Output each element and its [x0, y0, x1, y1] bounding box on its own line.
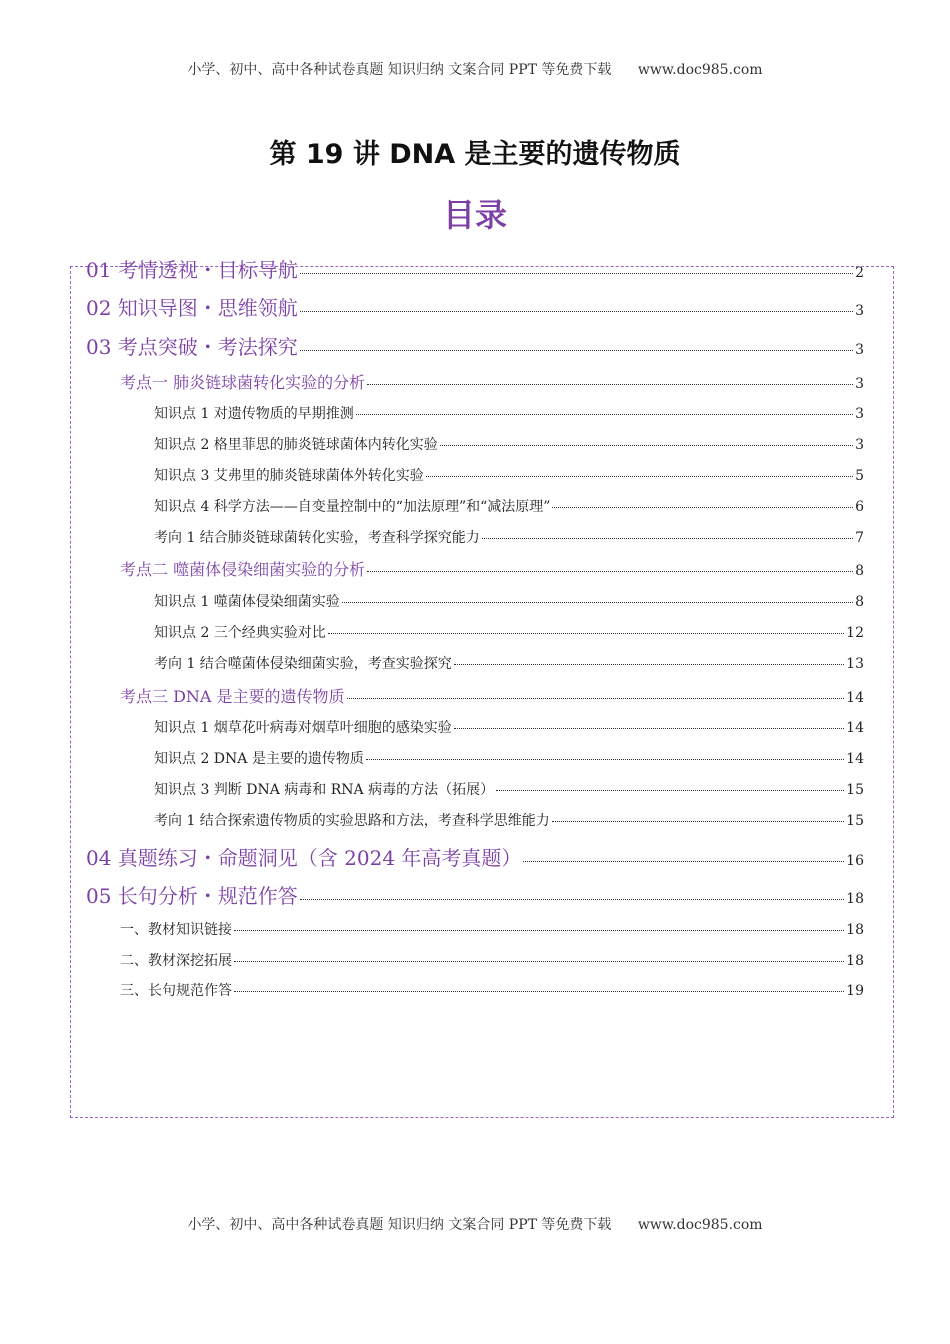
toc-dot-leader — [300, 273, 853, 274]
toc-entry-label: 考点三 DNA 是主要的遗传物质 — [120, 687, 345, 706]
toc-entry-label: 考向 1 结合肺炎链球菌转化实验，考查科学探究能力 — [154, 530, 480, 546]
header-url[interactable]: www.doc985.com — [637, 62, 763, 78]
footer-url[interactable]: www.doc985.com — [637, 1217, 763, 1233]
footer-text: 小学、初中、高中各种试卷真题 知识归纳 文案合同 PPT 等免费下载 — [187, 1217, 612, 1233]
toc-entry-page: 7 — [855, 530, 864, 546]
toc-entry-page: 6 — [855, 499, 864, 515]
toc-entry-label: 知识点 4 科学方法——自变量控制中的“加法原理”和“减法原理” — [154, 499, 551, 515]
toc-entry-page: 3 — [855, 376, 864, 392]
toc-entry-page: 14 — [846, 751, 864, 767]
toc-entry[interactable] — [154, 717, 864, 737]
toc-dot-leader — [356, 414, 853, 415]
toc-dot-leader — [523, 861, 844, 862]
toc-entry-page: 3 — [855, 437, 864, 453]
toc-entry[interactable] — [154, 622, 864, 642]
toc-entry-label: 03 考点突破・考法探究 — [86, 335, 298, 359]
toc-entry[interactable] — [86, 292, 864, 321]
toc-entry-label: 知识点 1 噬菌体侵染细菌实验 — [154, 594, 340, 610]
toc-entry[interactable] — [120, 919, 864, 939]
toc-entry[interactable] — [120, 684, 864, 707]
toc-entry[interactable] — [154, 748, 864, 768]
toc-entry[interactable] — [86, 331, 864, 360]
toc-entry-label: 知识点 3 判断 DNA 病毒和 RNA 病毒的方法（拓展） — [154, 782, 495, 798]
toc-entry-label: 知识点 2 DNA 是主要的遗传物质 — [154, 751, 364, 767]
toc-entry[interactable] — [154, 779, 864, 799]
toc-entry-page: 3 — [855, 342, 864, 358]
toc-entry[interactable] — [154, 527, 864, 547]
toc-entry[interactable] — [86, 254, 864, 283]
toc-entry-page: 13 — [846, 656, 864, 672]
toc-entry-label: 知识点 1 对遗传物质的早期推测 — [154, 406, 354, 422]
toc-entry-page: 12 — [846, 625, 864, 641]
toc-dot-leader — [482, 538, 853, 539]
toc-entry-page: 15 — [846, 813, 864, 829]
toc-entry-page: 14 — [846, 690, 864, 706]
toc-entry[interactable] — [120, 370, 864, 393]
toc-entry-label: 二、教材深挖拓展 — [120, 953, 232, 969]
toc-entry-page: 18 — [846, 891, 864, 907]
toc-entry-label: 01 考情透视・目标导航 — [86, 258, 298, 282]
toc-entry[interactable] — [154, 403, 864, 423]
toc-entry-label: 三、长句规范作答 — [120, 983, 232, 999]
toc-dot-leader — [454, 664, 844, 665]
toc-entry-page: 16 — [846, 853, 864, 869]
toc-dot-leader — [440, 445, 853, 446]
toc-entry[interactable] — [154, 810, 864, 830]
toc-dot-leader — [347, 698, 845, 699]
toc-entry-page: 14 — [846, 720, 864, 736]
toc-entry-label: 04 真题练习・命题洞见（含 2024 年高考真题） — [86, 846, 522, 870]
toc-dot-leader — [234, 961, 844, 962]
toc-entry-label: 考向 1 结合探索遗传物质的实验思路和方法，考查科学思维能力 — [154, 813, 550, 829]
toc-entry[interactable] — [154, 496, 864, 516]
toc-dot-leader — [300, 350, 853, 351]
toc-entry-label: 知识点 3 艾弗里的肺炎链球菌体外转化实验 — [154, 468, 424, 484]
toc-entry-page: 15 — [846, 782, 864, 798]
header-text: 小学、初中、高中各种试卷真题 知识归纳 文案合同 PPT 等免费下载 — [187, 62, 612, 78]
toc-dot-leader — [234, 991, 844, 992]
toc-dot-leader — [426, 476, 853, 477]
toc-dot-leader — [300, 311, 853, 312]
toc-entry-label: 知识点 1 烟草花叶病毒对烟草叶细胞的感染实验 — [154, 720, 452, 736]
toc-entry-page: 18 — [846, 922, 864, 938]
page-header — [0, 59, 950, 79]
toc-entry[interactable] — [154, 465, 864, 485]
page-footer — [0, 1214, 950, 1234]
toc-entry-label: 知识点 2 三个经典实验对比 — [154, 625, 326, 641]
toc-entry[interactable] — [120, 980, 864, 1000]
toc-dot-leader — [552, 821, 844, 822]
toc-dot-leader — [234, 930, 844, 931]
toc-entry-label: 考点一 肺炎链球菌转化实验的分析 — [120, 373, 366, 392]
toc-entry-page: 3 — [855, 406, 864, 422]
toc-dot-leader — [366, 759, 844, 760]
toc-dot-leader — [300, 899, 844, 900]
toc-entry[interactable] — [154, 591, 864, 611]
toc-entry[interactable] — [86, 842, 864, 871]
toc-entry-page: 8 — [855, 594, 864, 610]
toc-entry-label: 一、教材知识链接 — [120, 922, 232, 938]
toc-dot-leader — [367, 571, 853, 572]
toc-entry-page: 5 — [855, 468, 864, 484]
toc-dot-leader — [454, 728, 844, 729]
toc-entry[interactable] — [120, 950, 864, 970]
toc-entry-label: 考向 1 结合噬菌体侵染细菌实验，考查实验探究 — [154, 656, 452, 672]
toc-entry-page: 8 — [855, 563, 864, 579]
toc-entry-page: 3 — [855, 303, 864, 319]
toc-entry[interactable] — [154, 434, 864, 454]
toc-entry[interactable] — [154, 653, 864, 673]
toc-entry[interactable] — [120, 557, 864, 580]
toc-entry-label: 05 长句分析・规范作答 — [86, 884, 298, 908]
toc-entry-label: 知识点 2 格里菲思的肺炎链球菌体内转化实验 — [154, 437, 438, 453]
toc-dot-leader — [328, 633, 844, 634]
page-title: 第 19 讲 DNA 是主要的遗传物质 — [269, 139, 681, 170]
toc-entry-page: 2 — [855, 265, 864, 281]
toc-dot-leader — [367, 384, 853, 385]
toc-heading: 目录 — [442, 196, 507, 234]
toc-entry-page: 19 — [846, 983, 864, 999]
toc-entry[interactable] — [86, 880, 864, 909]
toc-dot-leader — [552, 507, 853, 508]
toc-entry-label: 考点二 噬菌体侵染细菌实验的分析 — [120, 560, 366, 579]
toc-entry-label: 02 知识导图・思维领航 — [86, 296, 298, 320]
toc-dot-leader — [342, 602, 853, 603]
toc-dot-leader — [496, 790, 844, 791]
toc-entry-page: 18 — [846, 953, 864, 969]
